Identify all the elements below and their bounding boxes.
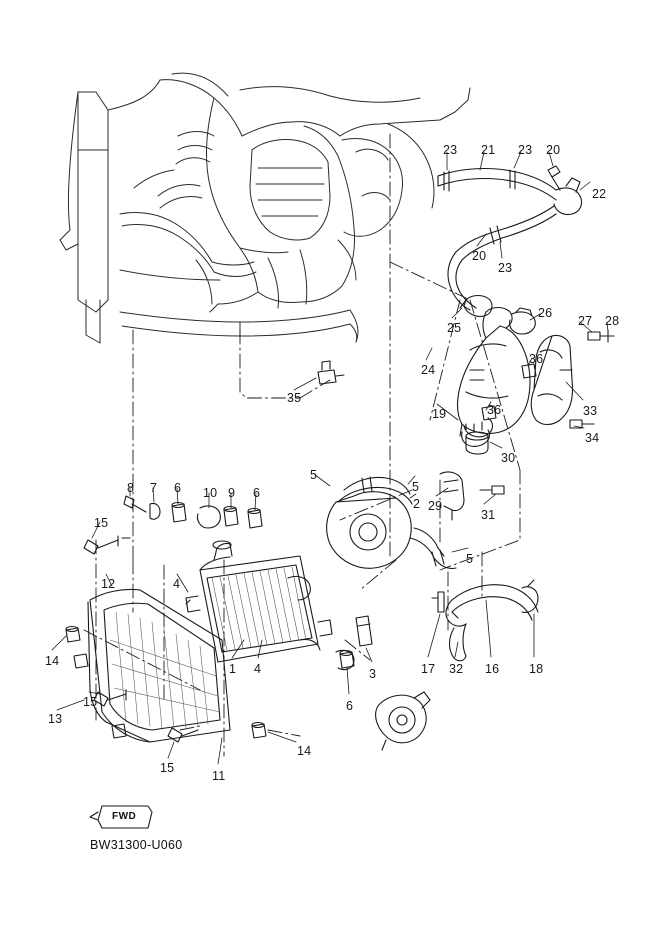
callout-20: 20 [546,143,561,157]
callout-3: 3 [369,667,377,681]
callout-4: 4 [254,662,262,676]
diagram-part-code: BW31300-U060 [90,838,183,852]
callout-23: 23 [443,143,458,157]
callout-27: 27 [578,314,593,328]
callout-12: 12 [101,577,116,591]
callout-18: 18 [529,662,544,676]
callout-6: 6 [174,481,182,495]
callout-35: 35 [287,391,302,405]
callout-14: 14 [297,744,312,758]
callout-5: 5 [310,468,318,482]
callout-13: 13 [48,712,63,726]
callout-22: 22 [592,187,607,201]
callout-25: 25 [447,321,462,335]
callout-23: 23 [518,143,533,157]
callout-28: 28 [605,314,620,328]
callout-24: 24 [421,363,436,377]
callout-6: 6 [253,486,261,500]
callout-15: 15 [83,695,98,709]
callout-1: 1 [229,662,237,676]
callout-23: 23 [498,261,513,275]
callout-26: 26 [538,306,553,320]
fwd-direction-label: FWD [112,811,137,822]
callout-33: 33 [583,404,598,418]
callout-36: 36 [487,403,502,417]
callout-14: 14 [45,654,60,668]
callout-30: 30 [501,451,516,465]
callout-21: 21 [481,143,496,157]
callout-6: 6 [346,699,354,713]
callout-7: 7 [150,481,158,495]
callout-5: 5 [466,552,474,566]
callout-10: 10 [203,486,218,500]
callout-2: 2 [413,497,421,511]
callout-8: 8 [127,481,135,495]
callout-20: 20 [472,249,487,263]
callout-29: 29 [428,499,443,513]
callout-15: 15 [160,761,175,775]
callout-9: 9 [228,486,236,500]
callout-36: 36 [529,352,544,366]
callout-31: 31 [481,508,496,522]
callout-11: 11 [212,769,226,783]
callout-5: 5 [412,480,420,494]
callout-15: 15 [94,516,109,530]
callout-19: 19 [432,407,447,421]
callout-34: 34 [585,431,600,445]
callout-32: 32 [449,662,464,676]
callout-16: 16 [485,662,500,676]
callout-17: 17 [421,662,436,676]
callout-4: 4 [173,577,181,591]
